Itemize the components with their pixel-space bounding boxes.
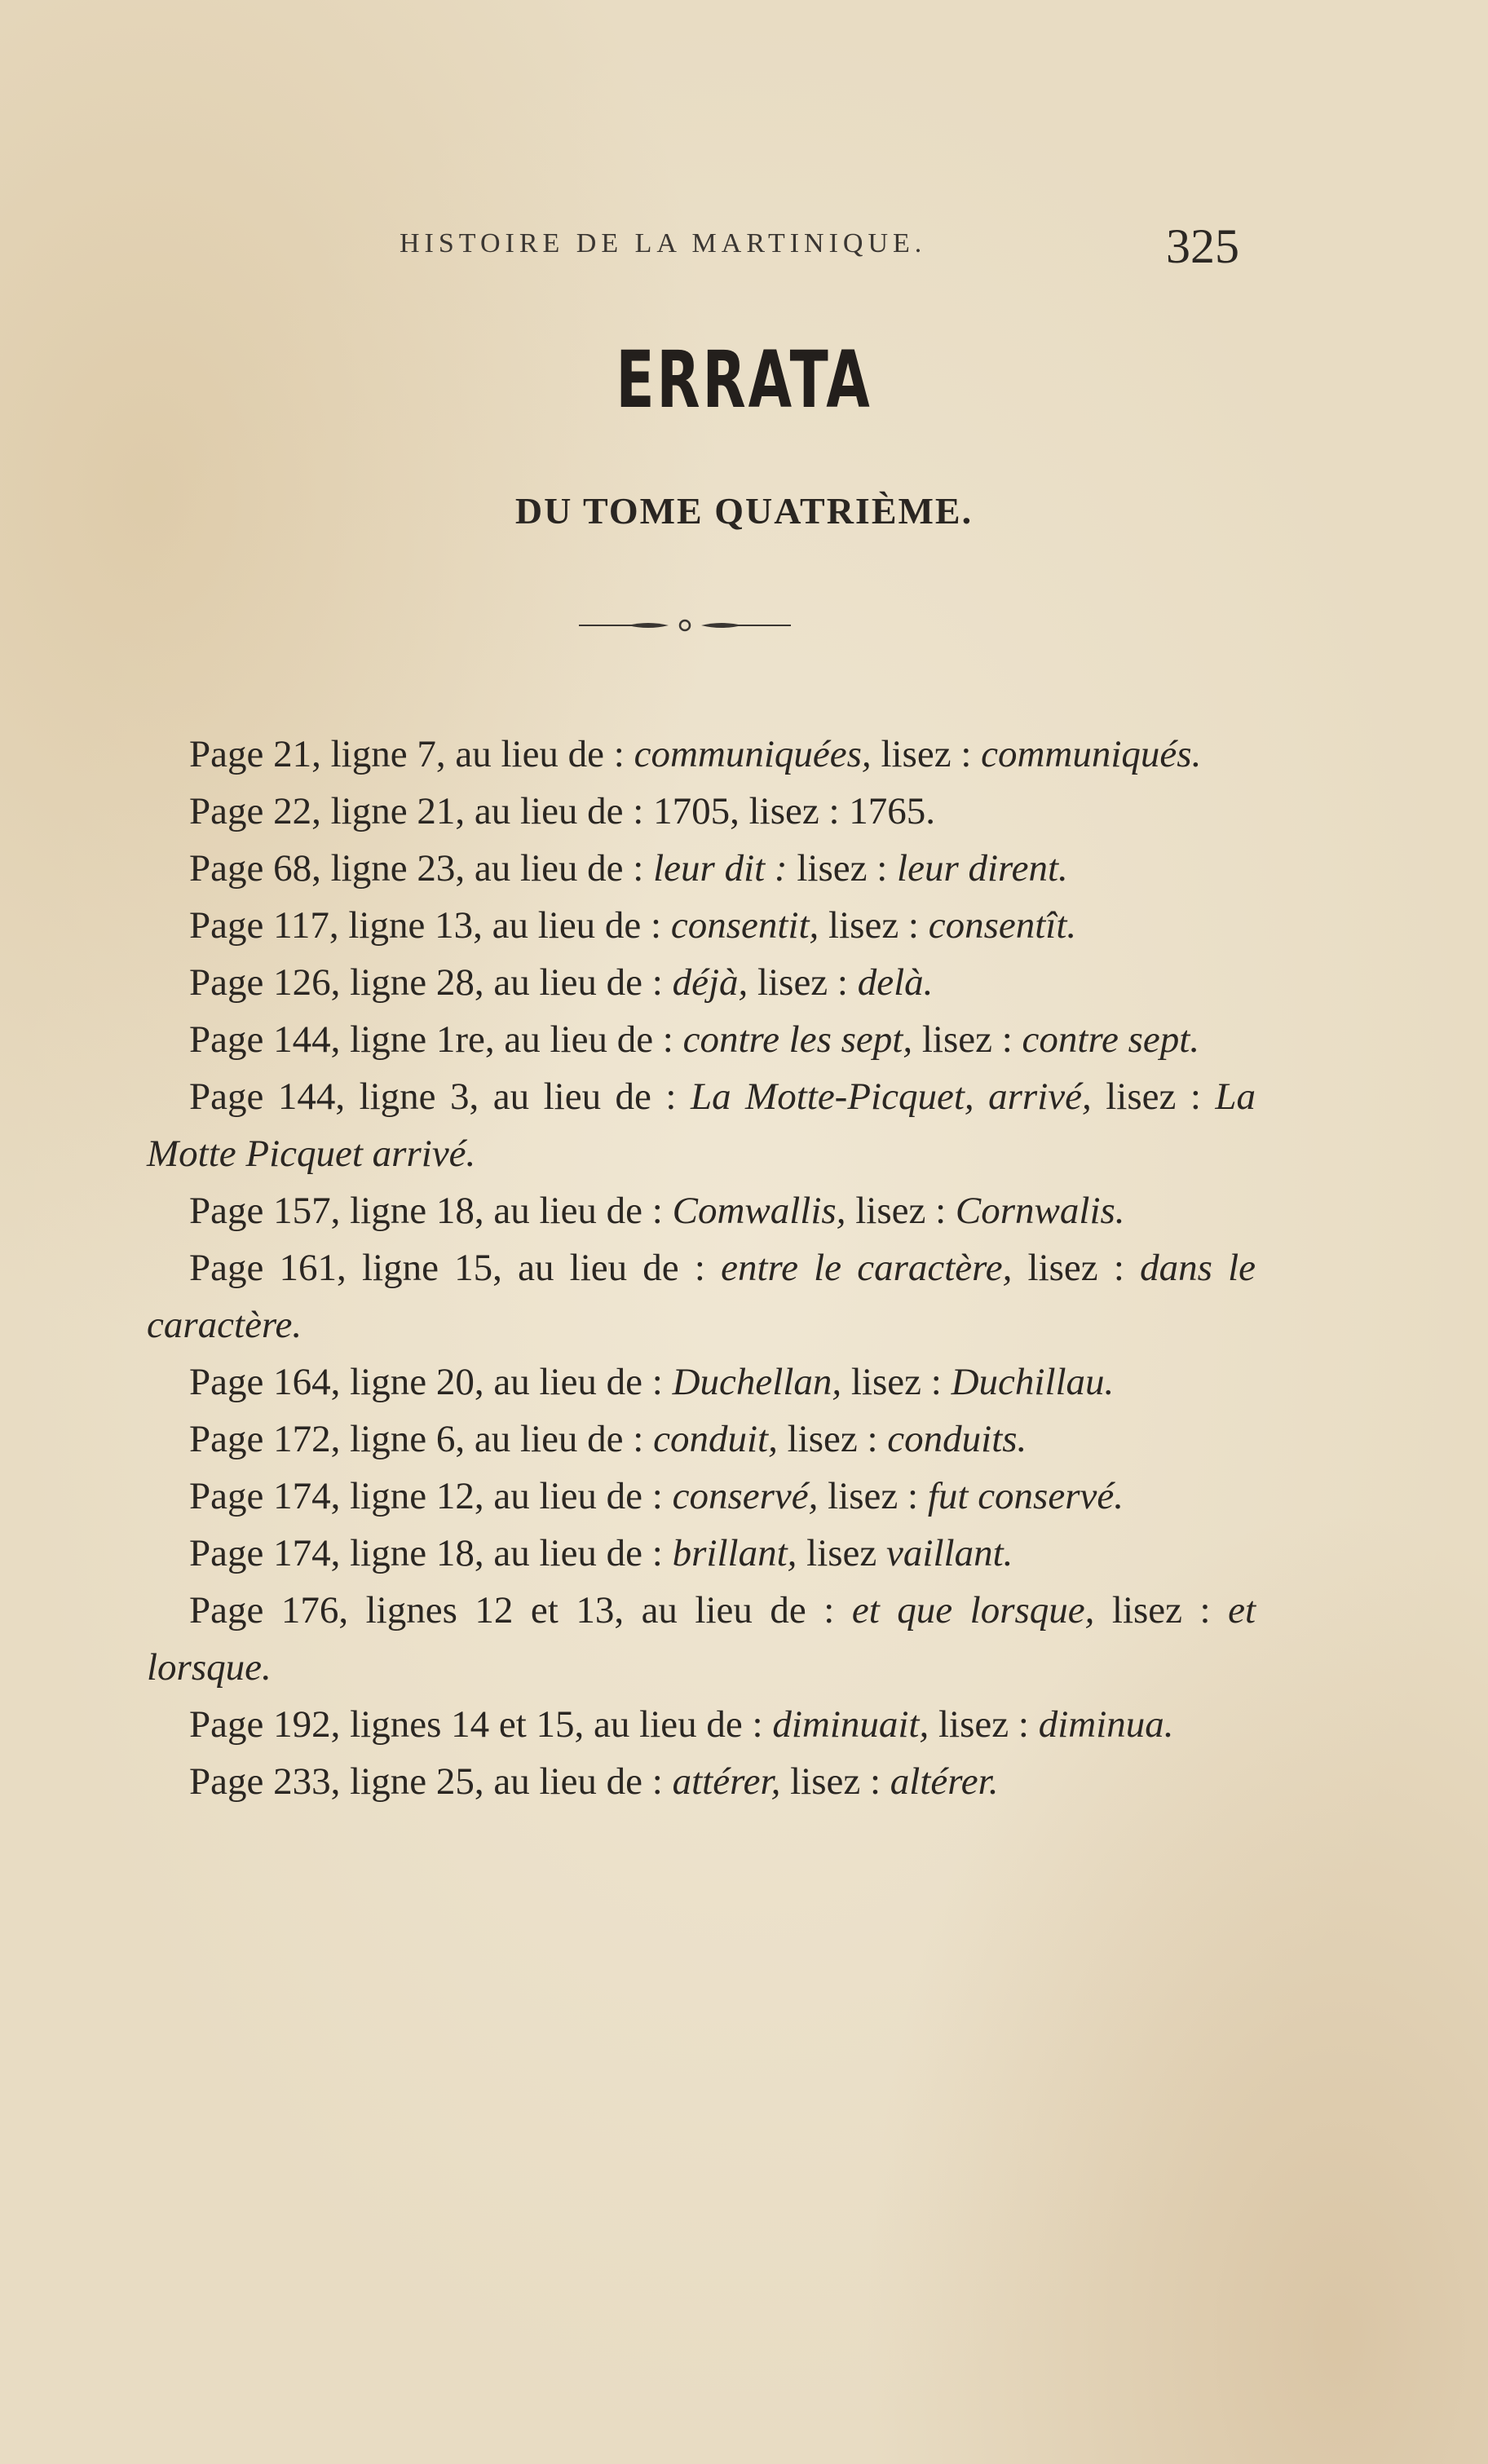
entry-location: Page 144, ligne 1re, au lieu de : [189, 1018, 683, 1061]
entry-wrong: et que lorsque, [851, 1589, 1095, 1632]
entry-wrong: consentit, [670, 904, 819, 947]
page-subtitle: DU TOME QUATRIÈME. [514, 490, 974, 532]
ornament-divider [579, 613, 791, 638]
errata-entry [147, 1696, 1256, 1753]
entry-lisez: lisez : [777, 1418, 888, 1460]
entry-wrong: Comwallis, [672, 1190, 846, 1232]
entry-lisez: lisez : [1094, 1589, 1229, 1632]
errata-entry [147, 897, 1256, 954]
entry-wrong: La Motte-Picquet, arrivé, [690, 1075, 1092, 1118]
entry-correct: delà. [857, 961, 934, 1004]
entry-lisez: lisez : [819, 904, 929, 947]
entry-lisez: lisez : [787, 847, 898, 890]
entry-lisez: lisez : [1091, 1075, 1216, 1118]
entry-lisez: lisez : [780, 1760, 890, 1803]
page-number: 325 [1166, 219, 1239, 273]
errata-entry [147, 1411, 1256, 1468]
entry-lisez: lisez [797, 1532, 887, 1574]
entry-correct: communiqués. [981, 733, 1202, 775]
entry-wrong: Duchellan, [672, 1361, 842, 1403]
entry-lisez: lisez : [871, 733, 982, 775]
entry-wrong: déjà, [672, 961, 748, 1004]
entry-location: Page 117, ligne 13, au lieu de : [189, 904, 671, 947]
entry-wrong: communiquées, [634, 733, 872, 775]
entry-correct: altérer. [890, 1760, 999, 1803]
entry-lisez: lisez : [841, 1361, 952, 1403]
errata-entry [147, 1525, 1256, 1582]
entry-wrong: brillant, [672, 1532, 797, 1574]
entry-location: Page 161, ligne 15, au lieu de : [189, 1247, 722, 1289]
entry-location: Page 126, ligne 28, au lieu de : [189, 961, 673, 1004]
entry-lisez: lisez : [739, 790, 850, 832]
running-head: HISTOIRE DE LA MARTINIQUE. [400, 228, 927, 258]
errata-list [147, 726, 1256, 1810]
entry-lisez: lisez : [748, 961, 858, 1004]
entry-correct: Cornwalis. [955, 1190, 1125, 1232]
entry-wrong: entre le caractère, [721, 1247, 1013, 1289]
errata-entry [147, 1011, 1256, 1068]
entry-lisez: lisez : [1012, 1247, 1141, 1289]
entry-lisez: lisez : [912, 1018, 1022, 1061]
entry-wrong: contre les sept, [682, 1018, 913, 1061]
entry-location: Page 68, ligne 23, au lieu de : [189, 847, 654, 890]
entry-correct: dans le caractère. [147, 1247, 1256, 1346]
entry-lisez: lisez : [929, 1703, 1039, 1746]
entry-wrong: conduit, [653, 1418, 778, 1460]
entry-location: Page 174, ligne 18, au lieu de : [189, 1532, 673, 1574]
entry-wrong: conservé, [672, 1475, 819, 1517]
errata-entry [147, 1239, 1256, 1353]
errata-entry [147, 954, 1256, 1011]
errata-entry [147, 1068, 1256, 1182]
entry-wrong: attérer, [672, 1760, 781, 1803]
entry-correct: leur dirent. [897, 847, 1068, 890]
entry-lisez: lisez : [818, 1475, 928, 1517]
errata-entry [147, 1353, 1256, 1411]
entry-lisez: lisez : [846, 1190, 956, 1232]
errata-entry [147, 726, 1256, 783]
errata-entry [147, 1468, 1256, 1525]
entry-wrong: leur dit : [653, 847, 788, 890]
entry-location: Page 22, ligne 21, au lieu de : [189, 790, 654, 832]
entry-correct: 1765. [849, 790, 936, 832]
entry-correct: vaillant. [886, 1532, 1013, 1574]
entry-correct: fut conservé. [927, 1475, 1124, 1517]
errata-entry [147, 783, 1256, 840]
entry-location: Page 174, ligne 12, au lieu de : [189, 1475, 673, 1517]
entry-location: Page 172, ligne 6, au lieu de : [189, 1418, 654, 1460]
entry-correct: diminua. [1038, 1703, 1174, 1746]
errata-entry [147, 1182, 1256, 1239]
entry-location: Page 192, lignes 14 et 15, au lieu de : [189, 1703, 773, 1746]
entry-location: Page 157, ligne 18, au lieu de : [189, 1190, 673, 1232]
page-title: ERRATA [616, 334, 872, 426]
entry-correct: contre sept. [1022, 1018, 1200, 1061]
entry-correct: Duchillau. [951, 1361, 1115, 1403]
entry-wrong: diminuait, [772, 1703, 929, 1746]
entry-correct: conduits. [887, 1418, 1027, 1460]
entry-correct: et lorsque. [147, 1589, 1256, 1689]
entry-wrong: 1705, [653, 790, 740, 832]
errata-entry [147, 840, 1256, 897]
entry-location: Page 21, ligne 7, au lieu de : [189, 733, 634, 775]
errata-entry [147, 1753, 1256, 1810]
entry-correct: La Motte Picquet arrivé. [147, 1075, 1256, 1175]
entry-correct: consentît. [928, 904, 1077, 947]
entry-location: Page 164, ligne 20, au lieu de : [189, 1361, 673, 1403]
entry-location: Page 144, ligne 3, au lieu de : [189, 1075, 691, 1118]
entry-location: Page 233, ligne 25, au lieu de : [189, 1760, 673, 1803]
errata-entry [147, 1582, 1256, 1696]
entry-location: Page 176, lignes 12 et 13, au lieu de : [189, 1589, 852, 1632]
